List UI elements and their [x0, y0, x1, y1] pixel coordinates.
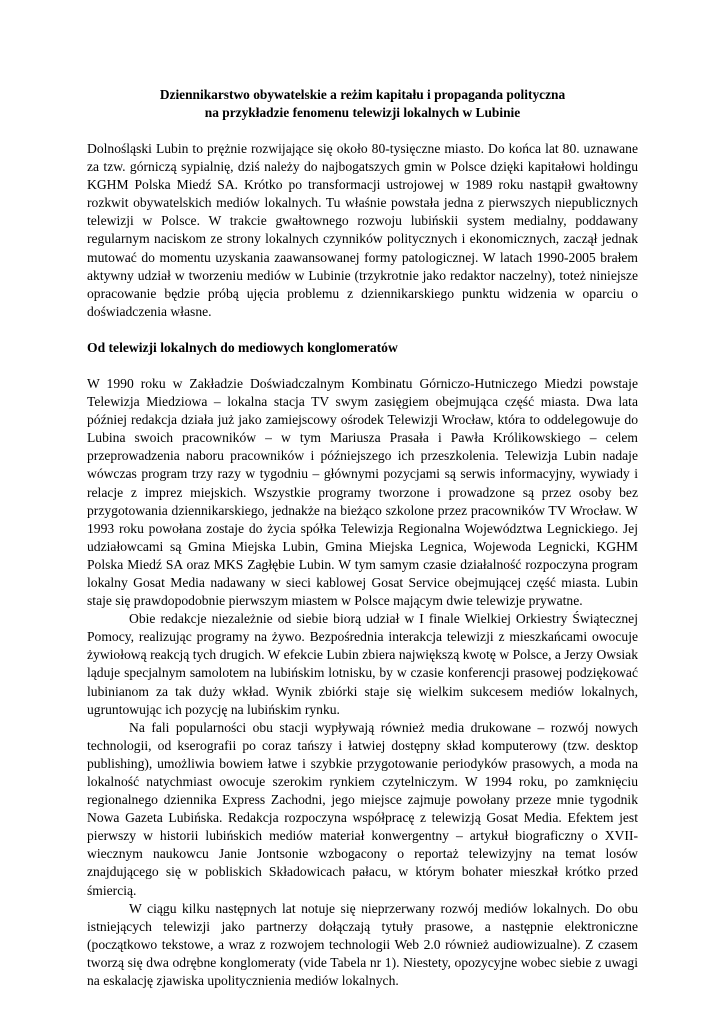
- body-paragraph-3: Na fali popularności obu stacji wypływają również media drukowane – rozwój nowych technologii, od kserografii po coraz tańszy i łatwiej dostępny skład komputerowy (tzw. desktop publishing), umożliwia bowiem łatwe i szybkie przygotowanie periodyków prasowych, a moda na lokalność natychmiast owocuje szerokim rynkiem czytelniczym. W 1994 roku, po zamknięciu regionalnego dziennika Express Zachodni, jego miejsce zajmuje powołany przeze mnie tygodnik Nowa Gazeta Lubińska. Redakcja rozpoczyna współpracę z telewizją Gosat Media. Efektem jest pierwszy w historii lubińskich mediów materiał konwergentny – artykuł biograficzny o XVII-wiecznym naukowcu Janie Jontsonie wzbogacony o reportaż telewizyjny na temat losów znajdującego się w pobliskich Składowicach pałacu, w którym bohater mieszkał krótko przed śmiercią.: [87, 719, 638, 898]
- intro-paragraph: Dolnośląski Lubin to prężnie rozwijające się około 80-tysięczne miasto. Do końca lat 80. uznawane za tzw. górniczą sypialnię, dziś należy do najbogatszych gmin w Polsce dzięki kapitałowi holdingu KGHM Polska Miedź SA. Krótko po transformacji ustrojowej w 1989 roku nastąpił gwałtowny rozkwit obywatelskich mediów lokalnych. Tu właśnie powstała jedna z pierwszych niepublicznych telewizji w Polsce. W trakcie gwałtownego rozwoju lubińskii system medialny, poddawany regularnym naciskom ze strony lokalnych czynników politycznych i ekonomicznych, zaczął jednak mutować do momentu uzyskania zaawansowanej formy patologicznej. W latach 1990-2005 brałem aktywny udział w tworzeniu mediów w Lubinie (trzykrotnie jako redaktor naczelny), toteż niniejsze opracowanie będzie próbą ujęcia problemu z dziennikarskiego punktu widzenia w oparciu o doświadczenia własne.: [87, 141, 638, 319]
- body-paragraph-4: W ciągu kilku następnych lat notuje się nieprzerwany rozwój mediów lokalnych. Do obu istniejących telewizji jako partnerzy dołączają tytuły prasowe, a następnie elektroniczne (początkowo tekstowe, a wraz z rozwojem technologii Web 2.0 również audiowizualne). Z czasem tworzą się dwa odrębne konglomeraty (vide Tabela nr 1). Niestety, opozycyjne wobec siebie z uwagi na eskalację zjawiska upolitycznienia mediów lokalnych.: [87, 900, 638, 989]
- section-heading: Od telewizji lokalnych do mediowych konglomeratów: [87, 339, 398, 355]
- body-paragraph-2: Obie redakcje niezależnie od siebie biorą udział w I finale Wielkiej Orkiestry Świątecznej Pomocy, realizując programy na żywo. Bezpośrednia interakcja telewizji z mieszkańcami owocuje żywiołową reakcją tych drugich. W efekcie Lubin zbiera największą kwotę w Polsce, a Jerzy Owsiak ląduje specjalnym samolotem na lubińskim lotnisku, by w czasie konferencji prasowej podziękować lubinianom za tak duży wkład. Wynik zbiórki staje się wielkim sukcesem mediów lokalnych, ugruntowując ich pozycję na lubińskim rynku.: [87, 611, 638, 717]
- document-title: [87, 86, 638, 122]
- title-line-2: na przykładzie fenomenu telewizji lokalnych w Lubinie: [204, 105, 521, 120]
- body-paragraph-1: W 1990 roku w Zakładzie Doświadczalnym Kombinatu Górniczo-Hutniczego Miedzi powstaje Telewizja Miedziowa – lokalna stacja TV swym zasięgiem obejmująca część miasta. Dwa lata później redakcja działa już jako zamiejscowy ośrodek Telewizji Wrocław, która to oddelegowuje do Lubina swoich pracowników – w tym Mariusza Prasała i Pawła Królikowskiego – celem przeprowadzenia naboru pracowników i późniejszego ich przeszkolenia. Telewizja Lubin nadaje wówczas program trzy razy w tygodniu – głównymi pozycjami są serwis informacyjny, wywiady i relacje z imprez miejskich. Wszystkie programy tworzone i prowadzone są przez osoby bez przygotowania dziennikarskiego, jednakże na bieżąco szkolone przez pracowników TV Wrocław. W 1993 roku powołana zostaje do życia spółka Telewizja Regionalna Województwa Legnickiego. Jej udziałowcami są Gmina Miejska Lubin, Gmina Miejska Legnica, Wojewoda Legnicki, KGHM Polska Miedź SA oraz MKS Zagłębie Lubin. W tym samym czasie działalność rozpoczyna program lokalny Gosat Media nadawany w sieci kablowej Gosat Service obejmującej część miasta. Lubin staje się prawdopodobnie pierwszym miastem w Polsce mającym dwie telewizje prywatne.: [87, 375, 638, 609]
- title-line-1: Dziennikarstwo obywatelskie a reżim kapitału i propaganda polityczna: [159, 87, 566, 102]
- document-page: [87, 86, 638, 990]
